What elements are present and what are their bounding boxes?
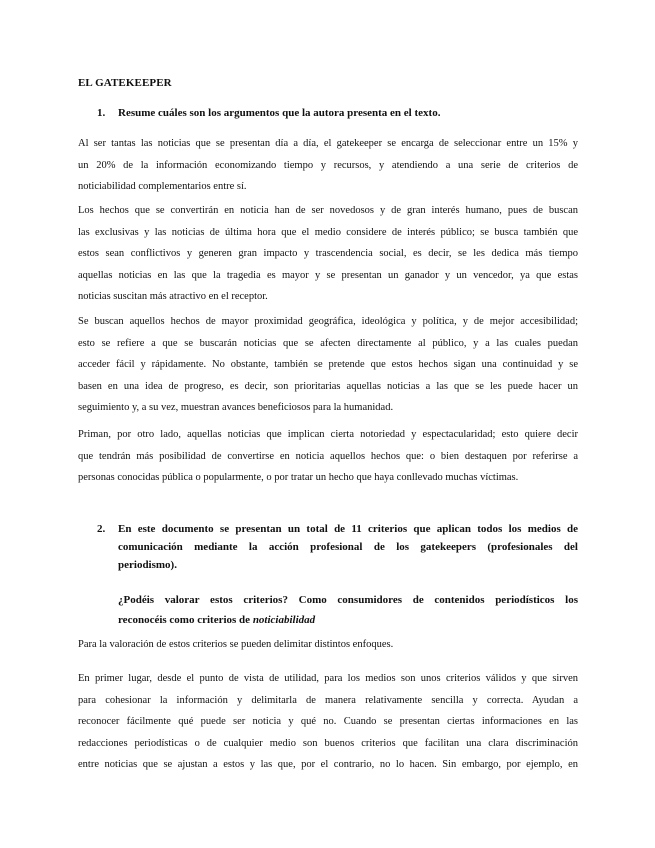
question-2-text (97, 520, 578, 574)
subquestion-text: reconocéis como criterios de (118, 614, 253, 626)
paragraph-line: entre noticias que se ajustan a estos y las que, por el contrario, no lo hacen. Sin embargo, por ejemplo, en (78, 759, 578, 770)
question-1-text: Resume cuáles son los argumentos que la autora presenta en el texto. (118, 107, 441, 119)
paragraph-line: seguimiento y, a su vez, muestran avances beneficiosos para la humanidad. (78, 402, 394, 413)
paragraph-line: Se buscan aquellos hechos de mayor proximidad geográfica, ideológica y política, y de mejor accesibilidad; (78, 316, 578, 327)
paragraph-line: Al ser tantas las noticias que se presentan día a día, el gatekeeper se encarga de seleccionar entre un 15% y (78, 138, 578, 149)
paragraph-4 (78, 424, 578, 489)
paragraph-line: basen en una idea de progreso, es decir, son prioritarias aquellas noticias a las que se les puede hacer un (78, 380, 578, 392)
paragraph-3 (78, 311, 578, 419)
paragraph-line: Para la valoración de estos criterios se pueden delimitar distintos enfoques. (78, 639, 394, 650)
paragraph-line: noticiabilidad complementarios entre sí. (78, 181, 247, 192)
question-2-subquestion (118, 590, 578, 630)
paragraph-line: un 20% de la información economizando tiempo y recursos, y atendiendo a una serie de criterios de (78, 159, 578, 171)
paragraph-1 (78, 133, 578, 198)
paragraph-line: noticias suscitan más atractivo en el receptor. (78, 291, 268, 302)
paragraph-line: para cohesionar la información y delimitarla de manera relativamente sencilla y correcta. Ayudan a (78, 694, 578, 706)
paragraph-line: las exclusivas y las noticias de última hora que el medio considere de interés público; se busca también que (78, 226, 578, 238)
paragraph-line: esto se refiere a que se buscarán noticias que se afecten directamente al público, y a las cuales puedan (78, 337, 578, 349)
paragraph-line: que tendrán más posibilidad de convertirse en noticia aquellos hechos que: o bien destaquen por referirse a (78, 450, 578, 462)
paragraph-line: redacciones periodísticas o de cualquier medio son buenos criterios que facilitan una clara discriminación (78, 737, 578, 749)
paragraph-5 (78, 634, 578, 656)
question-2-line: periodismo). (118, 559, 177, 571)
paragraph-line: aquellas noticias en las que la tragedia es mayor y se presentan un ganador y un vencedor, ya que estas (78, 269, 578, 281)
question-2-line: En este documento se presentan un total de 11 criterios que aplican todos los medios de (118, 523, 578, 535)
paragraph-line: Priman, por otro lado, aquellas noticias que implican cierta notoriedad y espectacularidad; esto quiere decir (78, 429, 578, 440)
question-2 (97, 520, 578, 574)
paragraph-line: personas conocidas pública o popularmente, o por tratar un hecho que haya conllevado muchas víctimas. (78, 472, 519, 483)
paragraph-line: acceder fácil y rápidamente. No obstante, también se pretende que estos hechos sigan una continuidad y se (78, 359, 578, 370)
question-2-number: 2. (97, 523, 106, 535)
paragraph-line: En primer lugar, desde el punto de vista de utilidad, para los medios son unos criterios válidos y que sirven (78, 673, 578, 684)
question-1 (97, 104, 578, 122)
subquestion-line: ¿Podéis valorar estos criterios? Como consumidores de contenidos periodísticos los (118, 594, 578, 606)
paragraph-line: reconocer fácilmente qué puede ser noticia y qué no. Cuando se presentan ciertas informaciones en las (78, 716, 578, 727)
paragraph-line: Los hechos que se convertirán en noticia han de ser novedosos y de gran interés humano, pues de buscan (78, 205, 578, 216)
subquestion-italic-term: noticiabilidad (252, 614, 316, 626)
document-title: EL GATEKEEPER (78, 77, 172, 89)
paragraph-2 (78, 200, 578, 308)
paragraph-6 (78, 668, 578, 776)
question-1-number: 1. (97, 107, 106, 119)
paragraph-line: estos sean conflictivos y generen gran impacto y trascendencia social, es decir, se les dedica más tiempo (78, 248, 578, 259)
subquestion-line (118, 610, 578, 630)
question-2-line: comunicación mediante la acción profesional de los gatekeepers (profesionales del (118, 541, 578, 553)
